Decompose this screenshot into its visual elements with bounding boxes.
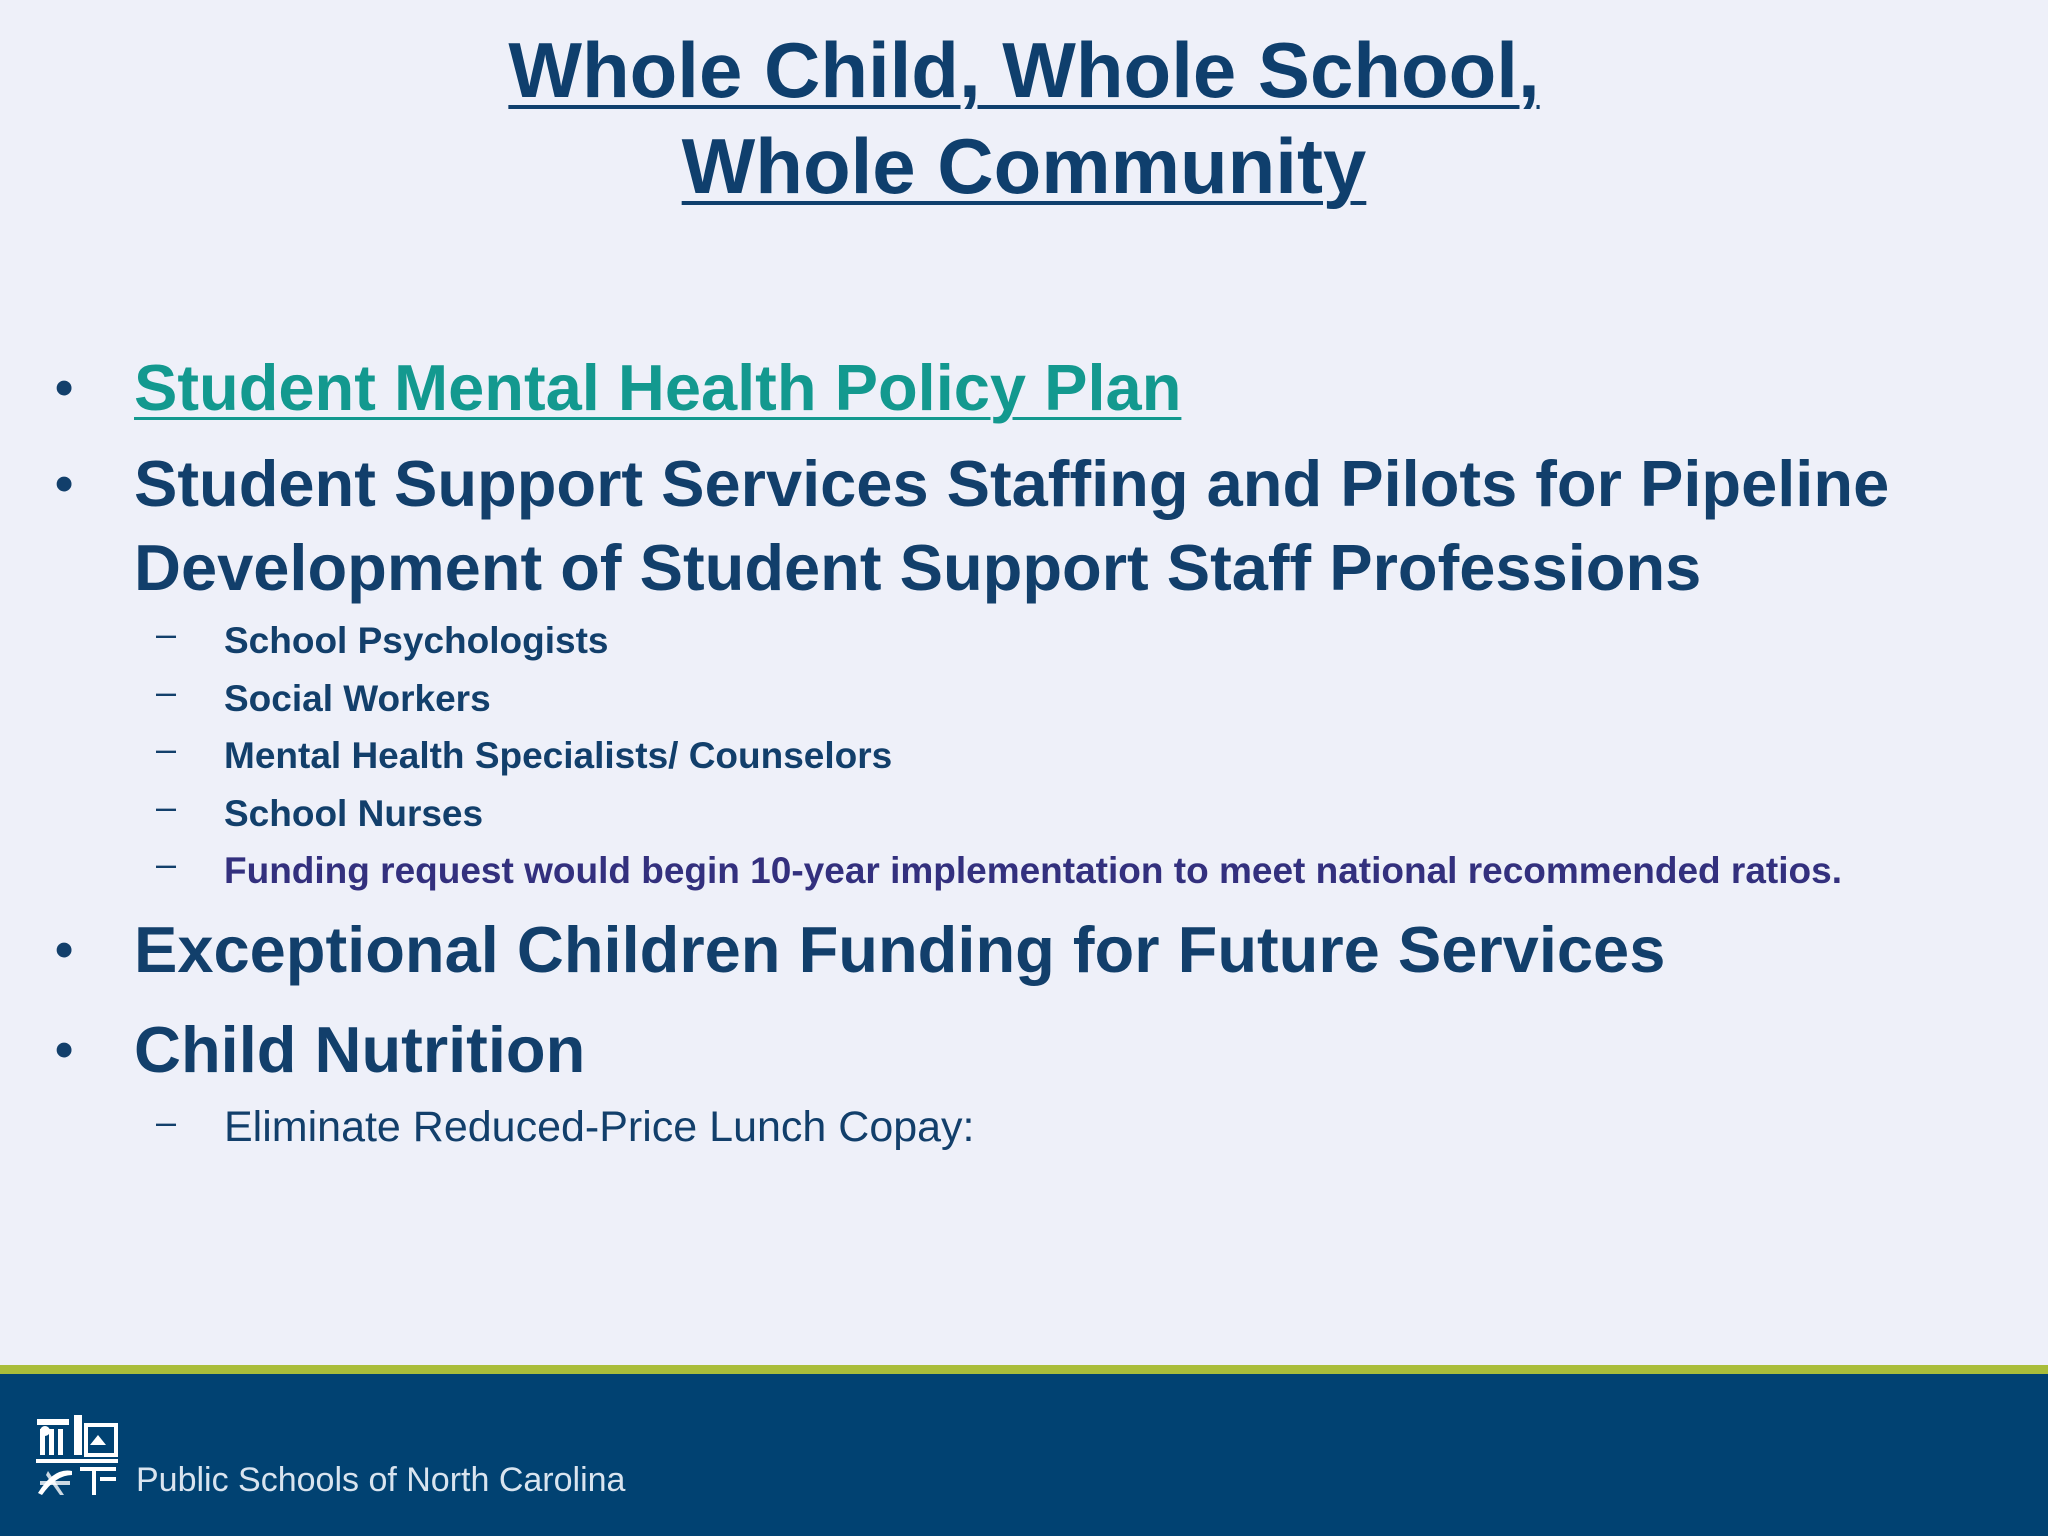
sub-item-funding-request: Funding request would begin 10-year implementation to meet national recommended ratios.: [224, 850, 1842, 891]
footer-org-name: Public Schools of North Carolina: [136, 1461, 626, 1499]
dash-marker: –: [156, 671, 177, 712]
bullet-marker: •: [55, 1021, 74, 1079]
title-line-1: Whole Child, Whole School,: [508, 26, 1540, 114]
footer-bar: [0, 1374, 2048, 1536]
bullet-marker: •: [55, 455, 74, 513]
dash-marker: –: [156, 728, 177, 769]
dash-marker: –: [156, 786, 177, 827]
dash-marker: –: [156, 843, 177, 884]
sub-item-mental-health-specialists: Mental Health Specialists/ Counselors: [224, 735, 893, 776]
staffing-line-2: Development of Student Support Staff Professions: [134, 531, 1702, 604]
dpi-logo-icon: [36, 1415, 118, 1497]
slide-title: [0, 22, 2048, 214]
dash-marker: –: [156, 613, 177, 654]
sub-item-social-workers: Social Workers: [224, 678, 491, 719]
bullet-marker: •: [55, 359, 74, 417]
sub-item-school-nurses: School Nurses: [224, 793, 484, 834]
mental-health-policy-link-wrap: [134, 346, 1181, 430]
exceptional-children-text: Exceptional Children Funding for Future Services: [134, 913, 1666, 986]
sub-item-school-psychologists: School Psychologists: [224, 620, 609, 661]
title-line-2: Whole Community: [681, 122, 1367, 210]
bullet-marker: •: [55, 921, 74, 979]
footer-accent-line: [0, 1365, 2048, 1374]
dash-marker: –: [156, 1101, 177, 1142]
sub-item-eliminate-copay: Eliminate Reduced-Price Lunch Copay:: [224, 1103, 975, 1151]
staffing-line-1: Student Support Services Staffing and Pilots for Pipeline: [134, 447, 1890, 520]
child-nutrition-text: Child Nutrition: [134, 1013, 586, 1086]
mental-health-policy-plan-link[interactable]: Student Mental Health Policy Plan: [134, 351, 1182, 424]
